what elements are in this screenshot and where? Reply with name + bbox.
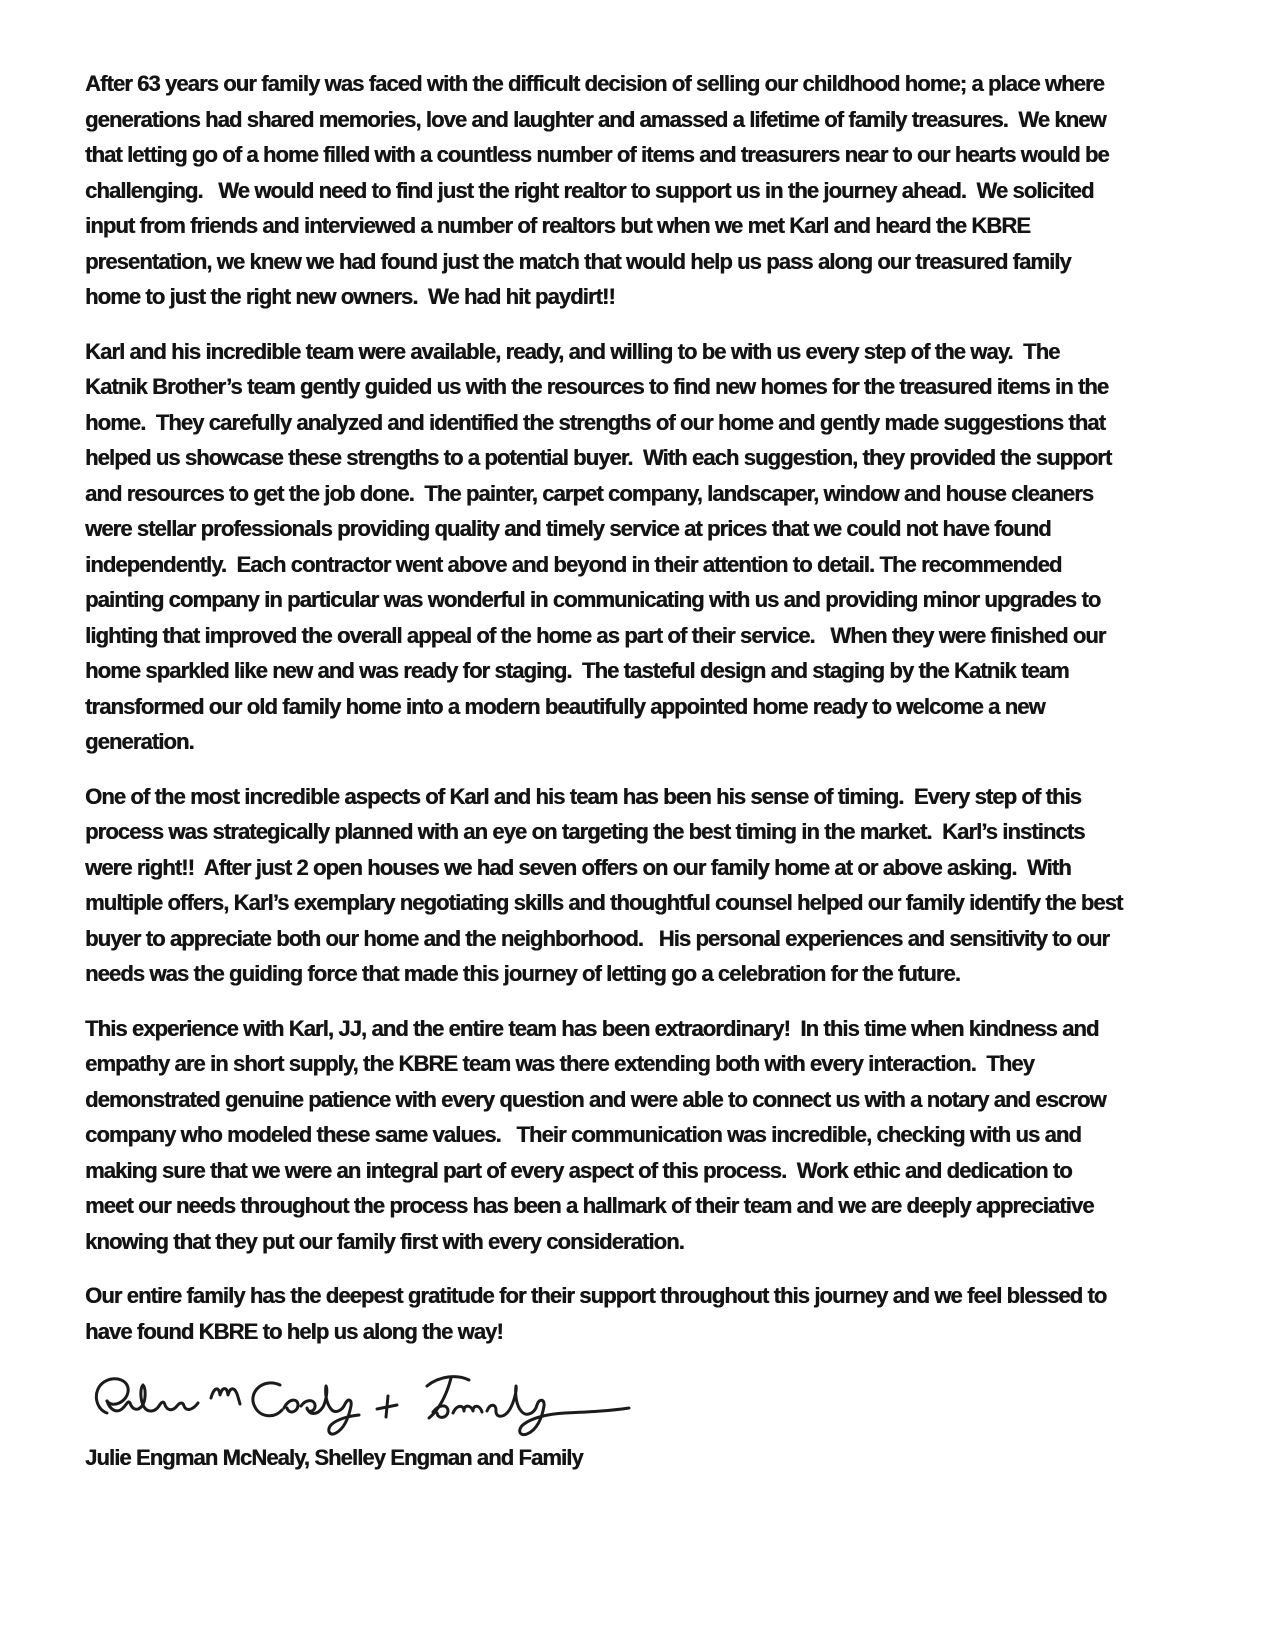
paragraph-line: knowing that they put our family first with every consideration. bbox=[85, 1228, 684, 1254]
paragraph-line: After 63 years our family was faced with the difficult decision of selling our childhood home; a place where bbox=[85, 71, 1104, 96]
paragraph-line: needs was the guiding force that made this journey of letting go a celebration for the future. bbox=[85, 961, 960, 986]
paragraph-line: helped us showcase these strengths to a potential buyer. With each suggestion, they provided the support bbox=[85, 445, 1112, 470]
paragraph-line: home sparkled like new and was ready for staging. The tasteful design and staging by the Katnik team bbox=[85, 658, 1069, 683]
paragraph-line: that letting go of a home filled with a countless number of items and treasurers near to our hearts would be bbox=[85, 142, 1109, 167]
signature-stroke bbox=[433, 1406, 448, 1417]
paragraph bbox=[85, 1011, 1190, 1260]
paragraph-line: buyer to appreciate both our home and the neighborhood. His personal experiences and sensitivity to our bbox=[85, 925, 1110, 951]
paragraph-line: This experience with Karl, JJ, and the entire team has been extraordinary! In this time when kindness and bbox=[85, 1015, 1099, 1041]
paragraph-line: transformed our old family home into a modern beautifully appointed home ready to welcome a new bbox=[85, 693, 1045, 719]
signature-stroke bbox=[253, 1383, 282, 1416]
paragraph-line: challenging. We would need to find just the right realtor to support us in the journey ahead. We solicited bbox=[85, 177, 1094, 203]
signer-names: Julie Engman McNealy, Shelley Engman and Family bbox=[85, 1445, 583, 1470]
signature-stroke bbox=[377, 1396, 397, 1417]
paragraph bbox=[85, 1278, 1190, 1349]
paragraph-line: Karl and his incredible team were available, ready, and willing to be with us every step of the way. The bbox=[85, 338, 1060, 364]
paragraph-line: painting company in particular was wonderful in communicating with us and providing minor upgrades to bbox=[85, 587, 1101, 612]
signature-handwriting bbox=[87, 1368, 1190, 1438]
paragraph-line: lighting that improved the overall appeal of the home as part of their service. When they were finished our bbox=[85, 622, 1106, 648]
signature-stroke bbox=[107, 1385, 198, 1411]
paragraph-line: company who modeled these same values. Their communication was incredible, checking with us and bbox=[85, 1122, 1081, 1147]
signature-stroke bbox=[211, 1389, 240, 1404]
paragraph-line: Our entire family has the deepest gratitude for their support throughout this journey and we feel blessed to bbox=[85, 1283, 1107, 1308]
paragraph-line: independently. Each contractor went above and beyond in their attention to detail. The recommended bbox=[85, 551, 1062, 577]
paragraph-line: demonstrated genuine patience with every question and were able to connect us with a notary and escrow bbox=[85, 1086, 1106, 1112]
paragraph-line: were right!! After just 2 open houses we had seven offers on our family home at or above asking. With bbox=[85, 854, 1071, 880]
paragraph-line: multiple offers, Karl’s exemplary negotiating skills and thoughtful counsel helped our family identify the best bbox=[85, 890, 1123, 915]
paragraph-line: and resources to get the job done. The painter, carpet company, landscaper, window and house cleaners bbox=[85, 480, 1094, 506]
paragraph-line: meet our needs throughout the process has been a hallmark of their team and we are deeply appreciative bbox=[85, 1193, 1094, 1218]
paragraph-line: empathy are in short supply, the KBRE team was there extending both with every interaction. They bbox=[85, 1051, 1034, 1076]
paragraph-line: making sure that we were an integral part of every aspect of this process. Work ethic and dedication to bbox=[85, 1157, 1072, 1183]
paragraph-line: presentation, we knew we had found just the match that would help us pass along our treasured family bbox=[85, 248, 1071, 274]
paragraph-line: home to just the right new owners. We had hit paydirt!! bbox=[85, 284, 615, 309]
paragraph-line: Katnik Brother’s team gently guided us with the resources to find new homes for the treasured items in the bbox=[85, 374, 1109, 399]
paragraph-line: generations had shared memories, love and laughter and amassed a lifetime of family treasures. We knew bbox=[85, 106, 1106, 132]
paragraph-line: generation. bbox=[85, 729, 194, 754]
paragraph-line: One of the most incredible aspects of Karl and his team has been his sense of timing. Every step of this bbox=[85, 783, 1081, 809]
signature-stroke bbox=[284, 1386, 359, 1434]
paragraph-line: process was strategically planned with an eye on targeting the best timing in the market. Karl’s instincts bbox=[85, 819, 1085, 844]
paragraph-line: input from friends and interviewed a number of realtors but when we met Karl and heard the KBRE bbox=[85, 213, 1030, 238]
paragraph-line: have found KBRE to help us along the way! bbox=[85, 1318, 503, 1344]
letter-body bbox=[85, 66, 1190, 1474]
paragraph bbox=[85, 66, 1190, 315]
paragraph-line: were stellar professionals providing quality and timely service at prices that we could not have found bbox=[85, 516, 1051, 541]
paragraph bbox=[85, 779, 1190, 992]
paragraph-line: home. They carefully analyzed and identified the strengths of our home and gently made suggestions that bbox=[85, 409, 1106, 435]
paragraph bbox=[85, 334, 1190, 760]
signature-stroke bbox=[487, 1386, 629, 1435]
signature-stroke bbox=[453, 1406, 482, 1413]
